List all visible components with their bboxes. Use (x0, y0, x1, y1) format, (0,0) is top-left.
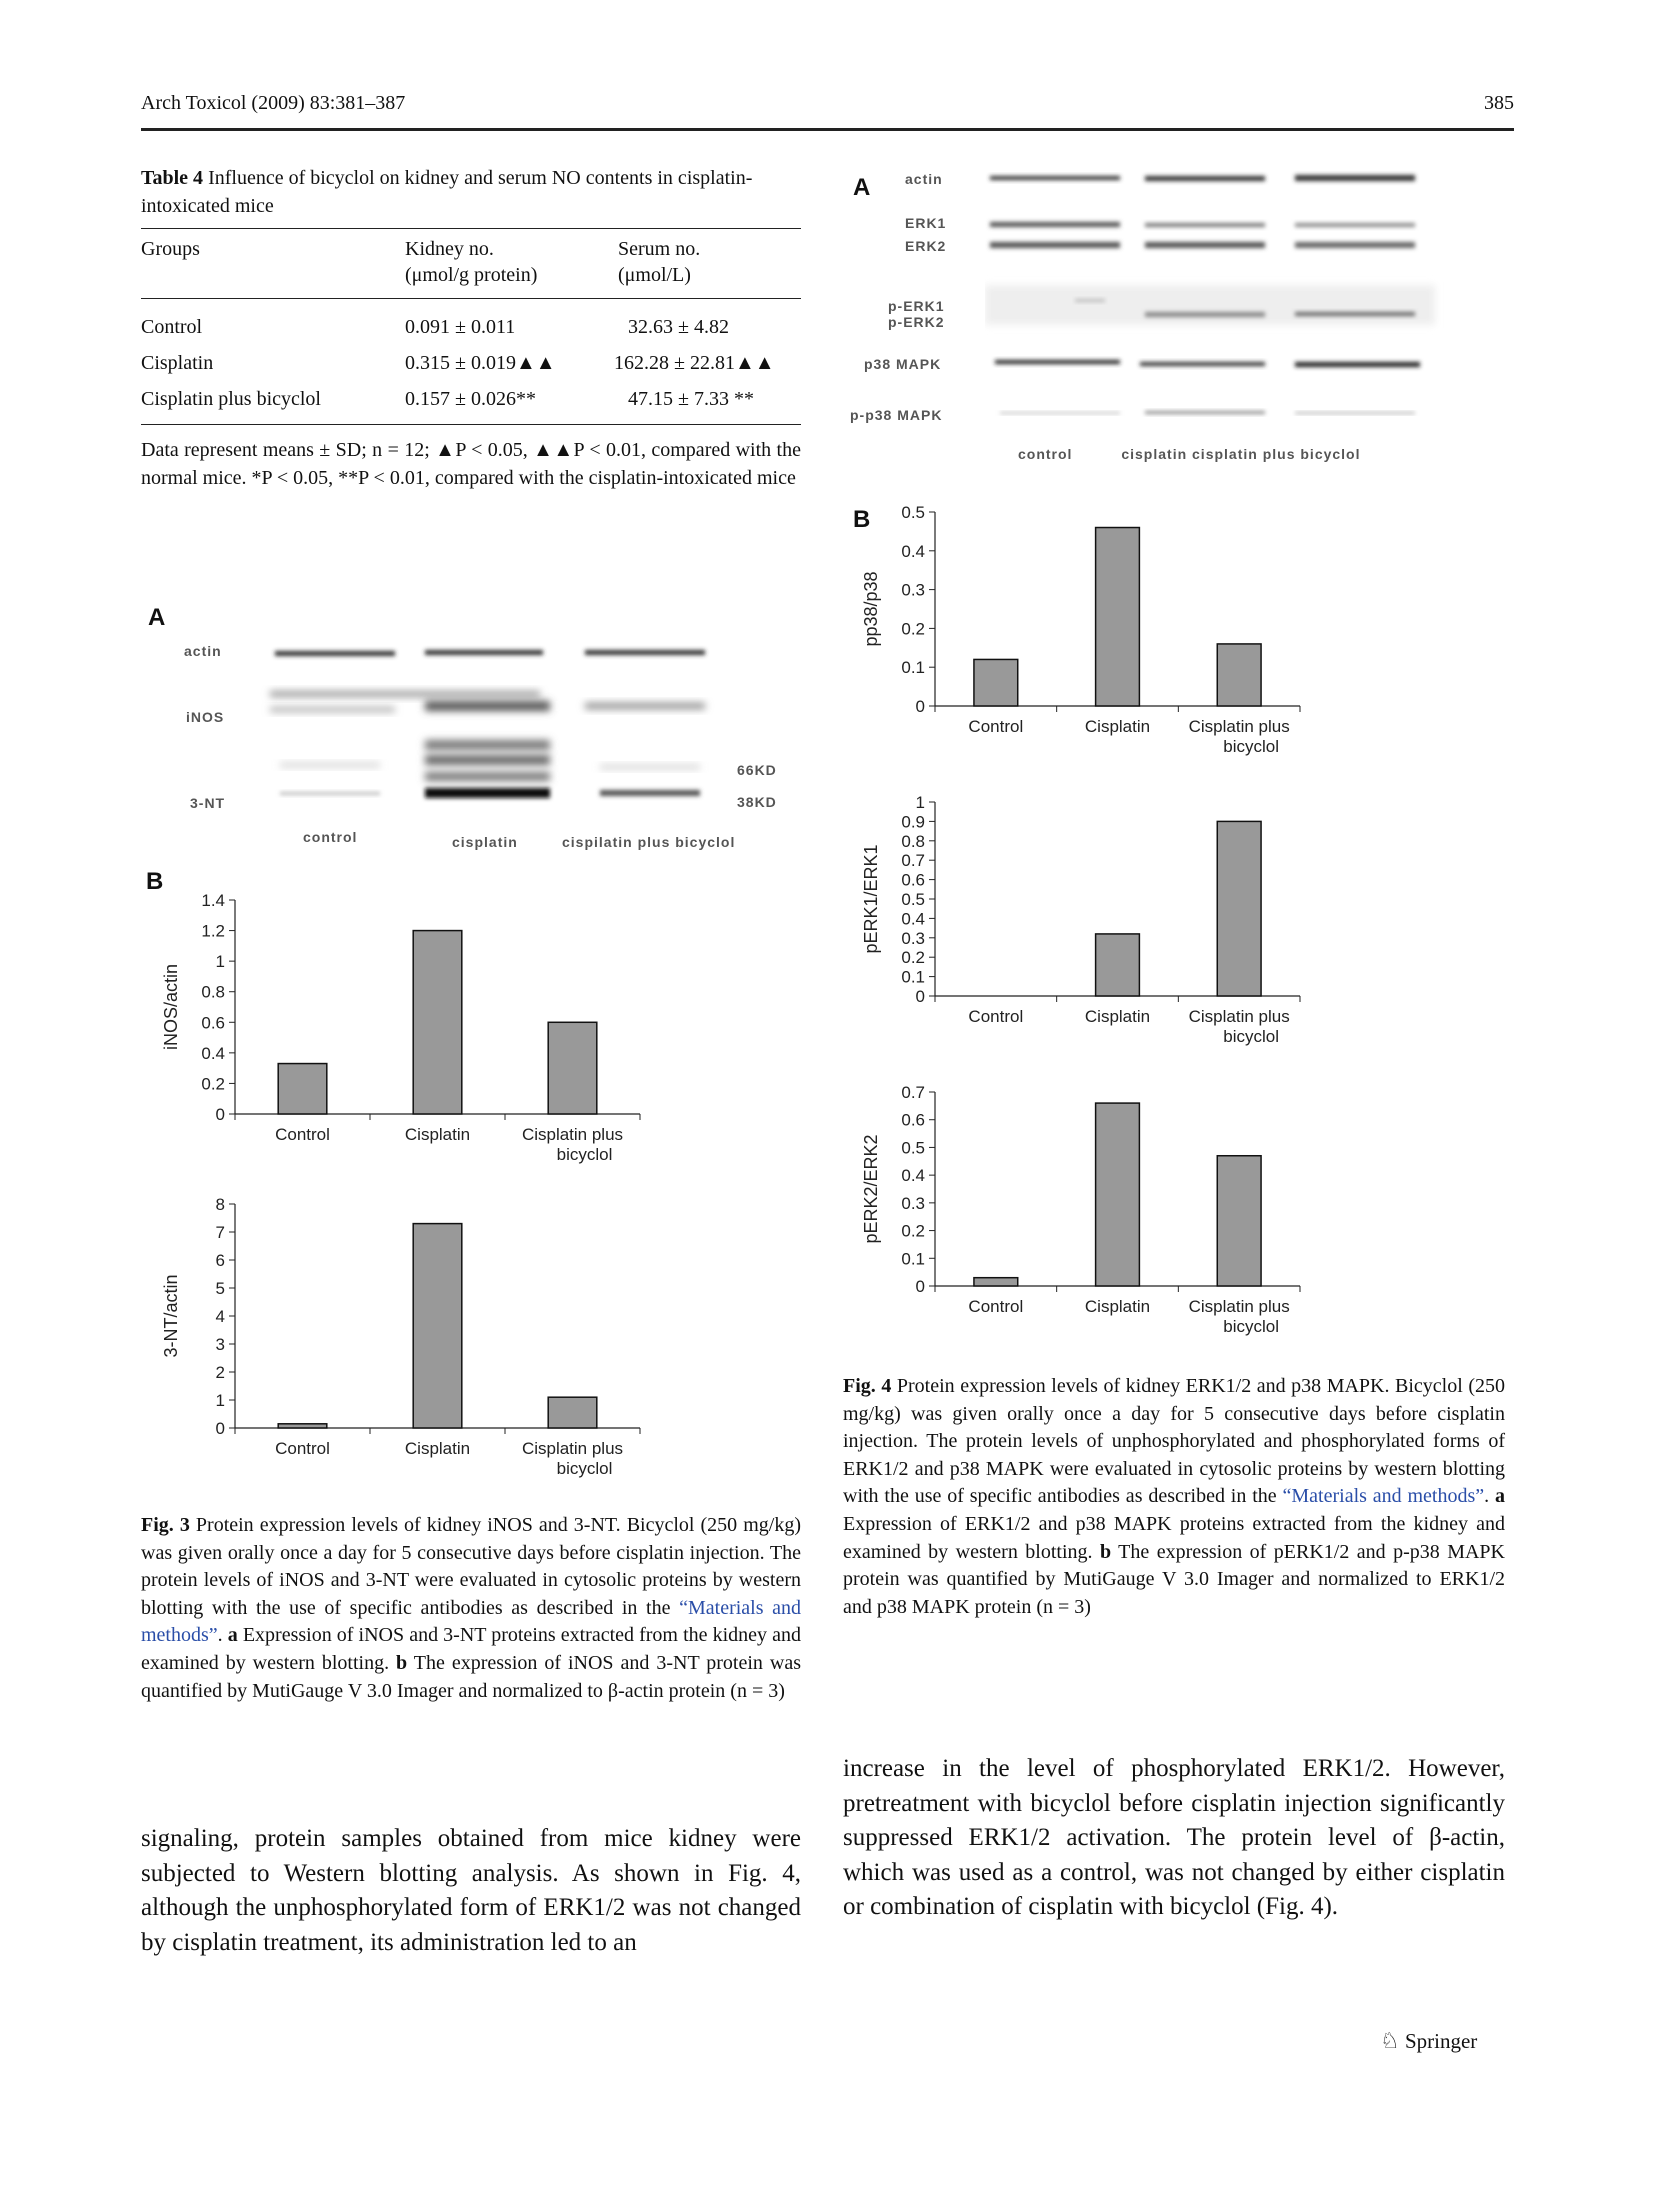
y-tick-label: 0.4 (901, 1166, 925, 1186)
blot-band (270, 707, 395, 712)
x-tick-label: Control (275, 1439, 330, 1458)
bar (548, 1397, 597, 1428)
fig4-blot (985, 160, 1455, 440)
x-tick-label: Cisplatin plus (1188, 1007, 1290, 1026)
x-tick-label: Cisplatin plus (1188, 1297, 1290, 1316)
springer-logo-icon: ♘ (1380, 2028, 1400, 2053)
y-tick-label: 1 (915, 793, 925, 812)
y-tick-label: 3 (215, 1335, 225, 1354)
bar (974, 659, 1018, 706)
bar (1096, 934, 1140, 996)
bar (413, 1224, 462, 1428)
y-axis-label: 3-NT/actin (161, 1274, 181, 1358)
table4-footnote: Data represent means ± SD; n = 12; ▲P < 0.05, ▲▲P < 0.01, compared with the normal mice. *P < 0.05, **P < 0.01, compared with the cisplatin-intoxicated mice (141, 439, 801, 489)
publisher-name: Springer (1404, 2029, 1478, 2053)
y-tick-label: 0.5 (901, 890, 925, 909)
y-tick-label: 0.4 (901, 909, 925, 929)
y-tick-label: 0.6 (901, 870, 925, 890)
fig4-caption-text: Expression of ERK1/2 and p38 MAPK proteins extracted from the kidney and examined by western blotting. (843, 1512, 1505, 1563)
y-axis-label: pERK1/ERK1 (861, 844, 881, 954)
table-cell-kidney: 0.091 ± 0.011 (405, 316, 516, 338)
blot-band (990, 242, 1120, 248)
fig4-caption-label: Fig. 4 (843, 1375, 892, 1397)
bar (548, 1022, 597, 1114)
fig4-blot-label-p38: p38 MAPK (864, 356, 942, 372)
publisher-footer (1380, 2028, 1477, 2054)
y-tick-label: 0 (915, 697, 925, 716)
fig4-blot-label-pp38: p-p38 MAPK (850, 407, 943, 423)
bar (1217, 644, 1261, 706)
y-tick-label: 0 (915, 1277, 925, 1296)
running-header (141, 88, 1514, 131)
bar (1096, 1103, 1140, 1286)
x-tick-label: bicyclol (1223, 737, 1280, 756)
x-tick-label: Cisplatin plus (1188, 717, 1290, 736)
y-axis-label: iNOS/actin (161, 963, 181, 1051)
y-tick-label: 2 (215, 1363, 225, 1382)
table-cell-group: Control (141, 316, 203, 338)
y-tick-label: 1 (215, 952, 225, 972)
x-tick-label: Control (275, 1125, 330, 1144)
y-tick-label: 0.3 (901, 1193, 925, 1213)
table4-caption (141, 164, 801, 220)
y-tick-label: 0 (215, 1105, 225, 1124)
table-cell-kidney: 0.157 ± 0.026** (405, 388, 536, 410)
y-tick-label: 0.7 (901, 851, 925, 871)
y-axis-label: pp38/p38 (861, 571, 881, 647)
table-rule-bottom (141, 424, 801, 425)
fig4-caption-panel-b: b (1099, 1540, 1112, 1563)
y-tick-label: 0.3 (901, 580, 925, 600)
blot-band (585, 650, 705, 655)
blot-band (425, 740, 550, 750)
fig3-blot (170, 625, 810, 855)
fig4-caption (843, 1373, 1505, 1621)
blot-band (280, 763, 380, 767)
x-tick-label: Cisplatin plus (521, 1125, 624, 1144)
blot-band (990, 176, 1120, 180)
fig4-caption-text: The expression of pERK1/2 and p-p38 MAPK protein was quantified by MutiGauge V 3.0 Imager and normalized to ERK1/2 and p38 MAPK protein (n = 3) (843, 1540, 1505, 1618)
table-header-serum: Serum no. (618, 238, 701, 260)
fig3-caption-panel-a: a (227, 1624, 238, 1647)
bar (278, 1064, 327, 1114)
fig3-blot-label-38kd: 38KD (737, 794, 777, 810)
table4 (141, 228, 801, 428)
blot-band (1145, 223, 1265, 227)
body-text-left: signaling, protein samples obtained from mice kidney were subjected to Western blotting analysis. As shown in Fig. 4, although the unphosphorylated form of ERK1/2 was not changed by cisplatin treatment, its administration led to an (141, 1825, 801, 1956)
blot-band (1295, 223, 1415, 227)
fig4-blot-label-perk2: p-ERK2 (888, 314, 945, 330)
blot-band (1145, 176, 1265, 181)
blot-band (585, 703, 705, 709)
table-cell-serum: 162.28 ± 22.81▲▲ (614, 352, 775, 374)
fig3-blot-label-3nt: 3-NT (190, 795, 226, 811)
blot-band (1295, 242, 1415, 248)
x-tick-label: Control (968, 1007, 1024, 1026)
blot-background (985, 285, 1435, 325)
fig3-caption (141, 1512, 801, 1705)
x-tick-label: Cisplatin (1084, 1007, 1151, 1026)
table-rule-top (141, 228, 801, 229)
y-tick-label: 0 (215, 1419, 225, 1438)
fig4-panel-b-letter: B (853, 506, 871, 533)
blot-band (1145, 411, 1265, 414)
table-header-serum-unit: (μmol/L) (618, 264, 691, 286)
table-cell-group: Cisplatin plus bicyclol (141, 388, 321, 410)
fig3-lane-label: control (303, 829, 358, 845)
y-tick-label: 0.6 (901, 1110, 925, 1130)
chart-inos-actin (150, 888, 670, 1178)
table-cell-kidney: 0.315 ± 0.019▲▲ (405, 352, 556, 374)
y-tick-label: 0.4 (901, 541, 925, 561)
blot-band (1295, 362, 1420, 367)
blot-band (425, 701, 550, 711)
bar (413, 931, 462, 1114)
bar (278, 1424, 327, 1428)
materials-methods-link[interactable]: “Materials and methods” (1282, 1485, 1485, 1508)
y-tick-label: 0.2 (901, 619, 925, 639)
blot-band (425, 755, 550, 765)
y-tick-label: 5 (215, 1279, 225, 1298)
table-header-kidney-unit: (μmol/g protein) (405, 264, 538, 286)
fig3-caption-text: Protein expression levels of kidney iNOS and 3-NT. Bicyclol (250 mg/kg) was given orally once a day for 5 consecutive days before cisplatin injection. The protein levels of iNOS and 3-NT were evaluated in cytosolic proteins by western blotting with the use of specific antibodies as described in the (141, 1514, 802, 1619)
y-tick-label: 0 (915, 987, 925, 1006)
fig4-caption-text: Protein expression levels of kidney ERK1/2 and p38 MAPK. Bicyclol (250 mg/kg) was given orally once a day for 5 consecutive days before cisplatin injection. The protein levels of unphosphorylated and phosphorylated forms of ERK1/2 and p38 MAPK were evaluated in cytosolic proteins by western blotting with the use of specific antibodies as described in the (843, 1375, 1505, 1508)
fig3-panel-b-letter: B (146, 868, 164, 895)
blot-band (1145, 312, 1265, 317)
body-text-right: increase in the level of phosphorylated ERK1/2. However, pretreatment with bicyclol before cisplatin injection significantly suppressed ERK1/2 activation. The protein level of β-actin, which was used as a control, was not changed by either cisplatin or combination of cisplatin with bicyclol (Fig. 4). (843, 1755, 1505, 1920)
y-tick-label: 0.3 (901, 928, 925, 948)
fig4-panel-a-letter: A (853, 174, 871, 201)
fig4-caption-text: . (1484, 1485, 1495, 1508)
blot-band (425, 650, 543, 655)
bar (1217, 1156, 1261, 1286)
bar (1096, 528, 1140, 706)
fig3-blot-label-66kd: 66KD (737, 762, 777, 778)
bar (974, 1278, 1018, 1286)
page-number: 385 (1484, 92, 1514, 114)
fig3-panel-a-letter: A (148, 604, 166, 631)
y-tick-label: 0.2 (901, 1221, 925, 1241)
y-tick-label: 1 (215, 1391, 225, 1410)
y-tick-label: 0.2 (201, 1074, 225, 1094)
blot-band (280, 792, 380, 795)
table-header-groups: Groups (141, 238, 200, 260)
x-tick-label: Cisplatin (404, 1125, 471, 1144)
y-tick-label: 0.6 (201, 1013, 225, 1033)
y-tick-label: 0.1 (901, 967, 925, 987)
blot-band (425, 772, 550, 781)
x-tick-label: Cisplatin (1084, 717, 1151, 736)
fig4-blot-label-actin: actin (905, 171, 943, 187)
table4-caption-text: Influence of bicyclol on kidney and serum NO contents in cisplatin-intoxicated mice (141, 167, 753, 217)
x-tick-label: bicyclol (1223, 1027, 1280, 1046)
blot-band (1145, 242, 1265, 248)
chart-pp38-p38 (850, 500, 1330, 770)
blot-band (600, 790, 700, 796)
fig4-blot-label-erk1: ERK1 (905, 215, 947, 231)
fig3-lane-label: cisplatin (452, 834, 518, 850)
y-tick-label: 4 (215, 1307, 225, 1326)
materials-methods-link[interactable]: “Materials and methods” (141, 1596, 801, 1647)
blot-band (600, 765, 700, 769)
fig3-lane-label: cispilatin plus bicyclol (562, 834, 736, 850)
y-tick-label: 0.7 (901, 1083, 925, 1102)
y-tick-label: 0.5 (901, 1138, 925, 1158)
blot-band (275, 651, 395, 656)
y-tick-label: 0.4 (201, 1043, 225, 1063)
x-tick-label: Cisplatin (404, 1439, 471, 1458)
blot-band (425, 788, 550, 798)
y-tick-label: 0.9 (901, 812, 925, 832)
blot-band (270, 691, 540, 697)
y-tick-label: 0.5 (901, 503, 925, 522)
fig4-caption-panel-a: a (1495, 1485, 1505, 1508)
x-tick-label: bicyclol (556, 1459, 613, 1478)
fig3-caption-label: Fig. 3 (141, 1514, 190, 1536)
fig3-caption-panel-b: b (396, 1651, 408, 1674)
blot-band (1075, 299, 1105, 302)
chart-perk1-erk1 (850, 790, 1330, 1060)
fig3-blot-label-actin: actin (184, 643, 222, 659)
x-tick-label: bicyclol (1223, 1317, 1280, 1336)
fig4-blot-label-perk1: p-ERK1 (888, 298, 945, 314)
y-tick-label: 0.8 (201, 982, 225, 1002)
chart-perk2-erk2 (850, 1080, 1330, 1350)
y-tick-label: 8 (215, 1195, 225, 1214)
fig4-lane-labels: control cisplatin cisplatin plus bicyclol (1018, 446, 1361, 462)
x-tick-label: Control (968, 1297, 1024, 1316)
fig4-blot-label-erk2: ERK2 (905, 238, 947, 254)
fig3-caption-text: Expression of iNOS and 3-NT proteins extracted from the kidney and examined by western blotting. (141, 1624, 801, 1674)
table-cell-serum: 32.63 ± 4.82 (628, 316, 729, 338)
blot-band (1000, 412, 1120, 414)
x-tick-label: bicyclol (556, 1145, 613, 1164)
blot-band (990, 222, 1120, 227)
y-tick-label: 0.8 (901, 831, 925, 851)
table-cell-group: Cisplatin (141, 352, 214, 374)
blot-band (1295, 412, 1415, 414)
y-tick-label: 0.1 (901, 658, 925, 678)
fig3-caption-text: The expression of iNOS and 3-NT protein was quantified by MutiGauge V 3.0 Imager and normalized to β-actin protein (n = 3) (141, 1651, 801, 1702)
blot-band (995, 360, 1120, 364)
fig3-blot-label-inos: iNOS (186, 709, 225, 725)
blot-band (1295, 175, 1415, 181)
y-tick-label: 0.2 (901, 948, 925, 968)
y-tick-label: 0.1 (901, 1249, 925, 1269)
table-header-kidney: Kidney no. (405, 238, 494, 260)
chart-3nt-actin (150, 1192, 670, 1492)
y-tick-label: 6 (215, 1251, 225, 1270)
blot-band (1295, 312, 1415, 316)
y-tick-label: 1.2 (201, 921, 225, 941)
bar (1217, 821, 1261, 996)
journal-citation: Arch Toxicol (2009) 83:381–387 (141, 92, 406, 114)
x-tick-label: Control (968, 717, 1024, 736)
table-rule-mid (141, 298, 801, 299)
y-tick-label: 1.4 (201, 891, 225, 910)
fig3-caption-text: . (217, 1624, 228, 1647)
x-tick-label: Cisplatin plus (521, 1439, 624, 1458)
table-cell-serum: 47.15 ± 7.33 ** (628, 388, 754, 410)
blot-band (1140, 362, 1265, 366)
y-tick-label: 7 (215, 1223, 225, 1242)
y-axis-label: pERK2/ERK2 (861, 1134, 881, 1244)
table4-label: Table 4 (141, 167, 204, 189)
x-tick-label: Cisplatin (1084, 1297, 1151, 1316)
